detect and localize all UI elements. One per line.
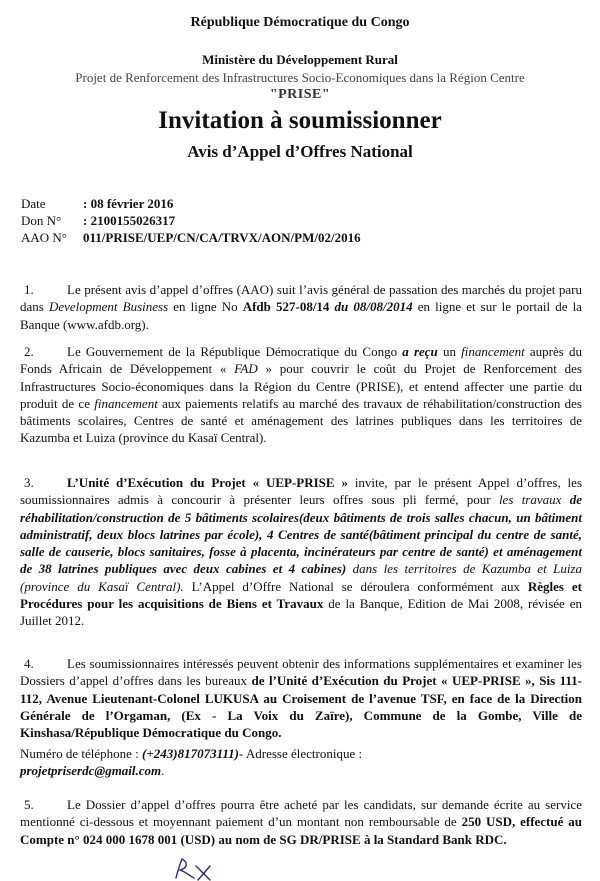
paragraph-text: Les soumissionnaires intéressés peuvent obtenir des informations supplémentaires et examiner les Dossiers d’appel d’offres dans les bureaux: [20, 656, 582, 689]
phone-value: (+243)817073111): [142, 746, 239, 761]
paragraph-text: financement: [461, 344, 525, 359]
paragraph-text: Le Gouvernement de la République Démocratique du Congo: [67, 344, 403, 359]
don-value: : 2100155026317: [83, 213, 176, 228]
aao-row: [21, 230, 361, 246]
paragraph-text: Development Business: [48, 299, 169, 315]
contact-info: [20, 745, 582, 780]
paragraph-number: 5.: [24, 797, 34, 812]
project-acronym: "PRISE": [269, 87, 331, 102]
paragraph-3: [20, 474, 582, 630]
email-value: projetpriserdc@gmail.com: [20, 763, 162, 779]
paragraph-number: 2.: [24, 344, 34, 359]
paragraph-text: de réhabilitation/construction de 5 bâtiments scolaires(deux bâtiments de trois salles chacun, un bâtiment administratif, deux blocs latrines par école), 4 Centres de santé(bâtiment principal du centre de santé, salle de causerie, blocs sanitaires, fosse à placenta, incinérateurs par centre de santé) et aménagement de 38 latrines publiques avec deux cabines et 4 cabines): [20, 492, 582, 577]
paragraph-text: Règles et Procédures pour les acquisitions de Biens et Travaux: [20, 578, 582, 612]
date-label: Date: [21, 196, 46, 211]
paragraph-text: financement: [94, 395, 158, 411]
aao-value: 011/PRISE/UEP/CN/CA/TRVX/AON/PM/02/2016: [83, 230, 361, 245]
paragraph-2: [20, 343, 582, 447]
paragraph-text: en ligne et sur le portail de la Banque (www.afdb.org).: [20, 299, 582, 332]
paragraph-number: 1.: [24, 282, 34, 297]
paragraph-text: » pour couvrir le coût du Projet de Renforcement des Infrastructures Socio-économiques dans la Région du Centre (PRISE), et entend affecter une partie du produit de ce: [20, 361, 582, 411]
date-value: : 08 février 2016: [83, 196, 174, 211]
paragraph-4: [20, 655, 582, 741]
aao-label: AAO N°: [21, 230, 68, 245]
don-row: [21, 213, 175, 229]
paragraph-text: L’Unité d’Exécution du Projet « UEP-PRISE »: [67, 475, 348, 490]
paragraph-number: 3.: [24, 475, 34, 490]
paragraph-text: aux paiements relatifs au marché des travaux de réhabilitation/construction des bâtiments scolaires, Centres de santé et aménagement des latrines publiques dans les territoires de Kazumba et Luiza (province du Kasaï Central).: [20, 395, 582, 446]
paragraph-text: invite, par le présent Appel d’offres, les soumissionnaires admis à concourir à présenter leurs offres sous pli fermé, pour: [20, 475, 582, 508]
page-title: Invitation à soumissionner: [158, 107, 442, 134]
paragraph-number: 4.: [24, 656, 34, 671]
paragraph-text: du 08/08/2014: [329, 299, 413, 315]
paragraph-text: les travaux: [498, 492, 562, 508]
project-heading: Projet de Renforcement des Infrastructures Socio-Economiques dans la Région Centre: [75, 70, 525, 85]
paragraph-1: [20, 281, 582, 333]
paragraph-5: [20, 796, 582, 848]
paragraph-text: Le Dossier d’appel d’offres pourra être acheté par les candidats, sur demande écrite au service mentionné ci-dessous et moyennant paiement d’un montant non remboursable de: [20, 797, 582, 830]
ministry-heading: Ministère du Développement Rural: [202, 52, 398, 67]
paragraph-text: Le présent avis d’appel d’offres (AAO) suit l’avis général de passation des marchés du projet paru dans: [20, 282, 582, 315]
paragraph-text: 250 USD, effectué au Compte n° 024 000 1678 001 (USD) au nom de SG DR/PRISE à la Standard Bank RDC.: [20, 814, 582, 847]
paragraph-text: Afdb 527-08/14: [242, 299, 330, 315]
republic-heading: République Démocratique du Congo: [190, 15, 410, 30]
email-label: - Adresse électronique :: [238, 746, 363, 761]
paragraph-text: FAD: [234, 361, 258, 377]
paragraph-text: de l’Unité d’Exécution du Projet « UEP-PRISE », Sis 111-112, Avenue Lieutenant-Colonel LUKUSA au Croisement de l’avenue TSF, en face de la Direction Générale de l’Orgaman, (Ex - La Voix du Zaïre), Commune de la Gombe, Ville de Kinshasa/République Démocratique du Congo.: [20, 673, 583, 741]
paragraph-text: a reçu: [402, 344, 438, 359]
paragraph-text: un: [437, 344, 462, 359]
date-row: [21, 196, 173, 212]
paragraph-text: dans les territoires de Kazumba et Luiza (province du Kasaï Central).: [20, 561, 582, 594]
phone-label: Numéro de téléphone :: [20, 746, 143, 761]
don-label: Don N°: [21, 213, 62, 228]
paragraph-text: auprès du Fonds Africain de Développement «: [20, 344, 582, 377]
paragraph-text: L’Appel d’Offre National se déroulera conformément aux: [183, 578, 528, 594]
handwritten-initials: [170, 856, 220, 881]
email-end: .: [161, 763, 165, 779]
page-subtitle: Avis d’Appel d’Offres National: [187, 142, 413, 161]
paragraph-text: en ligne No: [168, 299, 243, 315]
paragraph-text: de la Banque, Edition de Mai 2008, révisée en Juillet 2012.: [20, 596, 583, 629]
